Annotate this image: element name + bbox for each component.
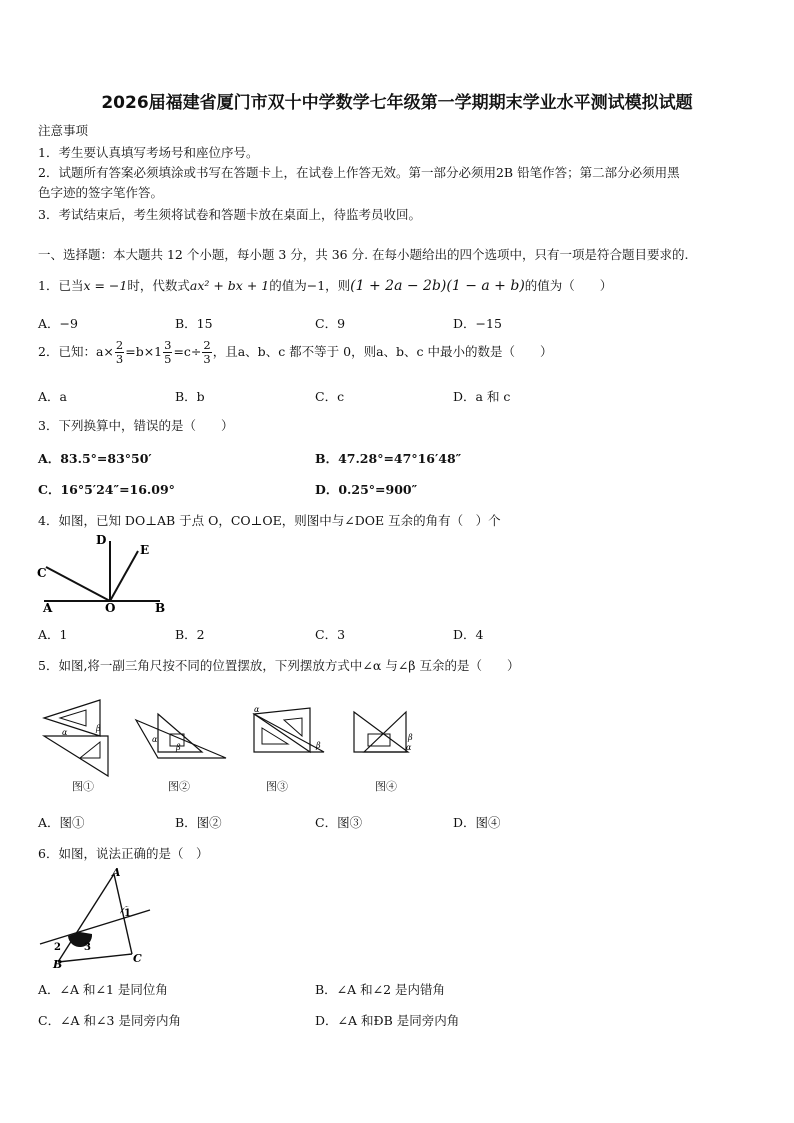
option-d: D．图④ — [453, 815, 501, 830]
notice-item: 1．考生要认真填写考场号和座位序号。 — [38, 145, 259, 160]
q1-text: 时，代数式 — [127, 278, 190, 293]
q4-label-o: O — [105, 601, 116, 615]
svg-text:α: α — [62, 728, 68, 737]
option-c: C．9 — [315, 316, 346, 331]
notice-item: 3．考试结束后，考生须将试卷和答题卡放在桌面上，待监考员收回。 — [38, 207, 421, 222]
option-c: C．图③ — [315, 815, 363, 830]
q6-label-c: C — [133, 952, 142, 965]
q2-text: =c÷ — [173, 344, 202, 359]
option-b: B．47.28°=47°16′48″ — [315, 451, 462, 466]
svg-text:α: α — [406, 743, 412, 752]
question-6-stem: 6．如图，说法正确的是（ ） — [38, 846, 209, 861]
q5-figure-4 — [350, 708, 420, 768]
q1-target-expression: (1 + 2a − 2b)(1 − a + b) — [350, 278, 525, 294]
fraction: $\frac{2}{3}$ — [115, 338, 124, 366]
q5-figure-2 — [132, 712, 232, 774]
q5-figure-1 — [38, 698, 118, 780]
question-5-stem: 5．如图,将一副三角尺按不同的位置摆放，下列摆放方式中∠α 与∠β 互余的是（ ） — [38, 658, 520, 673]
q1-suffix: 的值为（ ） — [524, 278, 613, 293]
option-b: B．2 — [175, 627, 205, 642]
q5-caption-2: 图② — [168, 780, 190, 793]
option-c: C．∠A 和∠3 是同旁内角 — [38, 1013, 181, 1028]
svg-text:β: β — [96, 724, 101, 733]
option-b: B．∠A 和∠2 是内错角 — [315, 982, 446, 997]
q2-prefix: 2．已知：a× — [38, 344, 114, 359]
option-b: B．15 — [175, 316, 213, 331]
option-b: B．b — [175, 389, 205, 404]
q6-label-1: 1 — [124, 908, 131, 919]
question-3-stem: 3．下列换算中，错误的是（ ） — [38, 418, 234, 433]
q1-text-2: 的值为−1，则 — [269, 278, 351, 293]
svg-text:β: β — [176, 743, 181, 752]
q1-expression: ax² + bx + 1 — [189, 278, 270, 293]
q6-figure — [36, 864, 156, 974]
option-a: A．a — [38, 389, 67, 404]
fraction: $\frac{2}{3}$ — [203, 338, 211, 366]
q6-label-2: 2 — [54, 942, 61, 953]
svg-text:α: α — [254, 705, 260, 714]
q4-label-e: E — [140, 543, 150, 557]
q4-label-b: B — [155, 601, 166, 615]
q6-label-3: 3 — [84, 942, 91, 953]
svg-text:α: α — [152, 735, 158, 744]
option-b: B．图② — [175, 815, 222, 830]
q2-text: =b×1 — [125, 344, 163, 359]
option-a: A．83.5°=83°50′ — [38, 451, 152, 466]
question-1-stem — [38, 276, 612, 294]
q1-prefix: 1．已当 — [38, 278, 84, 293]
page-title: 2026届福建省厦门市双十中学数学七年级第一学期期末学业水平测试模拟试题 — [101, 93, 693, 113]
option-a: A．∠A 和∠1 是同位角 — [38, 982, 168, 997]
option-a: A．1 — [38, 627, 68, 642]
fraction: $\frac{3}{5}$ — [164, 338, 172, 366]
question-2-stem — [38, 339, 553, 366]
notice-item: 2．试题所有答案必须填涂或书写在答题卡上，在试卷上作答无效。第一部分必须用2B 铅笔作答；第二部分必须用黑 — [38, 165, 680, 180]
q5-figure-3 — [248, 702, 328, 770]
option-c: C．3 — [315, 627, 346, 642]
option-c: C．16°5′24″=16.09° — [38, 482, 175, 497]
q4-label-d: D — [96, 533, 107, 547]
notice-item: 色字迹的签字笔作答。 — [38, 185, 164, 200]
option-d: D．a 和 c — [453, 389, 511, 404]
option-d: D．−15 — [453, 316, 502, 331]
section-heading: 一、选择题：本大题共 12 个小题，每小题 3 分，共 36 分. 在每小题给出的四个选项中，只有一项是符合题目要求的. — [38, 247, 689, 262]
q4-figure — [30, 530, 180, 620]
svg-text:β: β — [316, 741, 321, 750]
q4-label-a: A — [43, 601, 53, 615]
option-d: D．0.25°=900″ — [315, 482, 418, 497]
option-d: D．∠A 和ÐB 是同旁内角 — [315, 1013, 460, 1028]
q6-label-a: A — [112, 866, 121, 879]
notice-heading: 注意事项 — [38, 123, 89, 138]
q4-label-c: C — [37, 566, 47, 580]
q5-caption-4: 图④ — [375, 780, 397, 793]
option-a: A．图① — [38, 815, 85, 830]
option-d: D．4 — [453, 627, 484, 642]
q6-label-b: B — [53, 958, 63, 971]
q5-caption-1: 图① — [72, 780, 94, 793]
option-a: A．−9 — [38, 316, 78, 331]
option-c: C．c — [315, 389, 345, 404]
question-4-stem: 4．如图，已知 DO⊥AB 于点 O，CO⊥OE，则图中与∠DOE 互余的角有（ ）个 — [38, 513, 501, 528]
q5-caption-3: 图③ — [266, 780, 288, 793]
svg-text:β: β — [408, 733, 413, 742]
q2-suffix: ，且a、b、c 都不等于 0，则a、b、c 中最小的数是（ ） — [212, 344, 553, 359]
q1-condition: x = −1 — [83, 278, 128, 293]
